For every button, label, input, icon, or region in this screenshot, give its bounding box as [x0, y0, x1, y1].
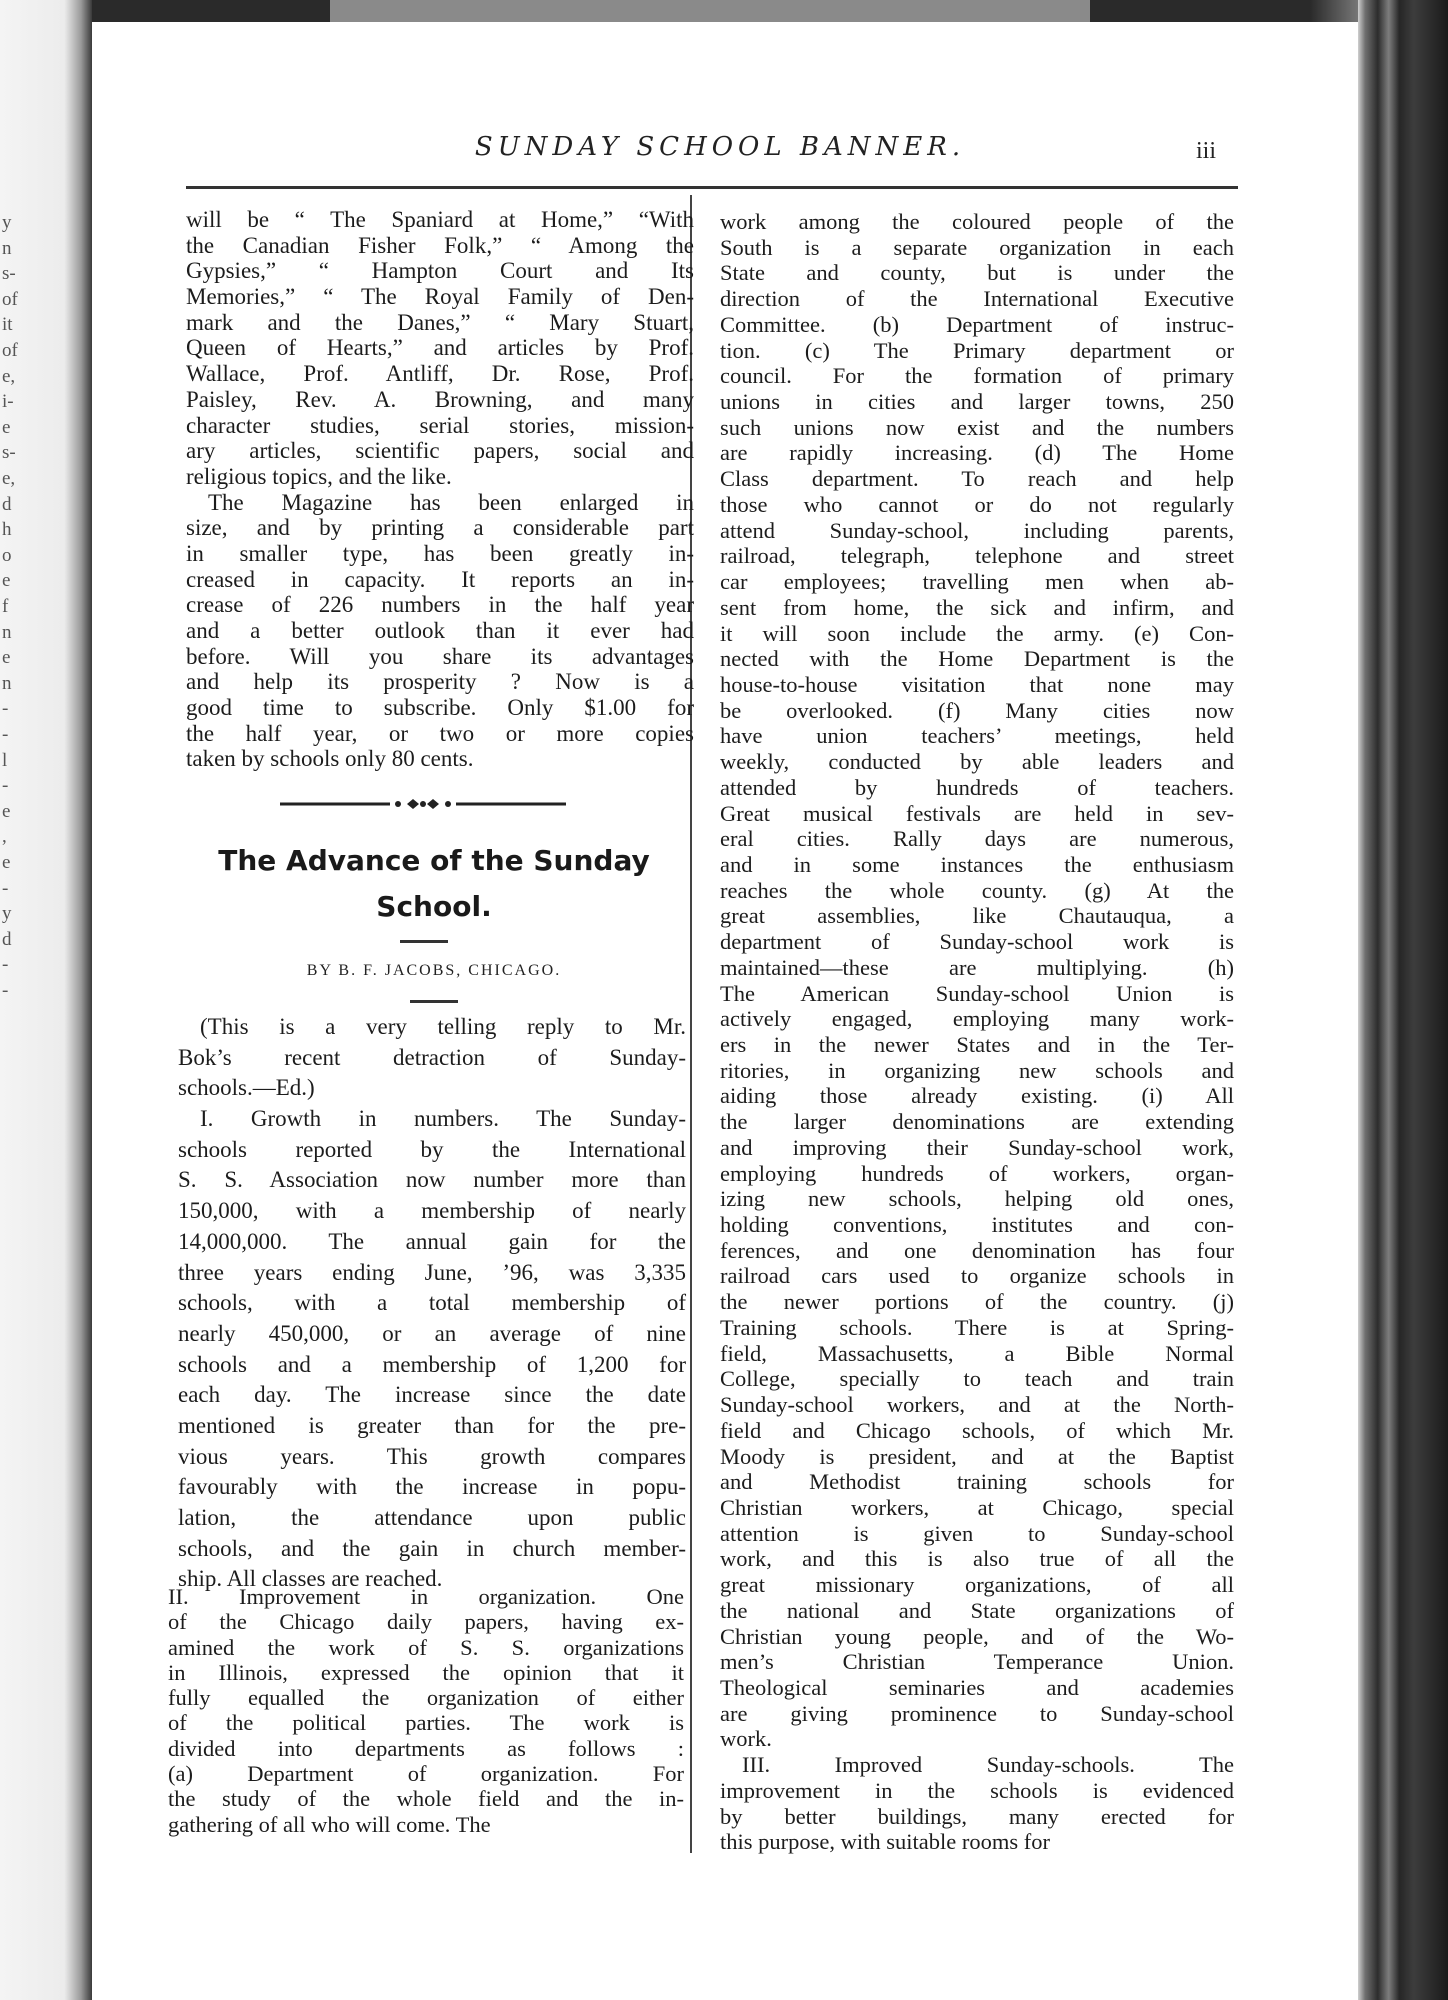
text-line: this purpose, with suitable rooms for [720, 1829, 1050, 1855]
text-line: have union teachers’ meetings, held [720, 723, 1234, 749]
text-line: gathering of all who will come. The [168, 1811, 491, 1837]
text-line: unions in cities and larger towns, 250 [720, 389, 1234, 415]
adjacent-page-fragment: - [2, 954, 9, 976]
text-line: council. For the formation of primary [720, 363, 1234, 389]
text-line: before. Will you share its advantages [186, 643, 694, 669]
text-line: field, Massachusetts, a Bible Normal [720, 1340, 1234, 1366]
column-left-bottom-text [168, 1584, 684, 1837]
adjacent-page-fragment: - [2, 775, 9, 797]
text-line: College, specially to teach and train [720, 1366, 1234, 1392]
text-line: it will soon include the army. (e) Con- [720, 620, 1234, 646]
text-line: great missionary organizations, of all [720, 1572, 1234, 1598]
text-line: crease of 226 numbers in the half year [186, 592, 694, 618]
byline: BY B. F. JACOBS, CHICAGO. [306, 962, 562, 979]
text-line: those who cannot or do not regularly [720, 491, 1234, 517]
adjacent-page-fragment: e [2, 416, 11, 438]
section-title-line: The Advance of the Sunday [218, 844, 650, 877]
text-line: attended by hundreds of teachers. [720, 774, 1234, 800]
adjacent-page-fragment: d [2, 493, 12, 515]
adjacent-page-fragment: , [2, 826, 7, 848]
adjacent-page-edge [0, 0, 92, 2000]
text-line: and Methodist training schools for [720, 1469, 1234, 1495]
text-line: II. Improvement in organization. One [168, 1584, 684, 1609]
adjacent-page-fragment: n [2, 237, 12, 259]
adjacent-page-fragment: - [2, 698, 9, 720]
text-line: The Magazine has been enlarged in [208, 489, 694, 515]
header-rule [186, 186, 1238, 189]
adjacent-page-fragment: e, [2, 468, 16, 489]
text-line: Christian workers, at Chicago, special [720, 1494, 1234, 1520]
text-line: be overlooked. (f) Many cities now [720, 697, 1234, 723]
text-line: Training schools. There is at Spring- [720, 1314, 1234, 1340]
text-line: great assemblies, like Chautauqua, a [720, 903, 1234, 929]
text-line: (This is a very telling reply to Mr. [200, 1014, 686, 1039]
text-line: in smaller type, has been greatly in- [186, 540, 694, 566]
text-line: III. Improved Sunday-schools. The [742, 1752, 1234, 1778]
section-title-line: School. [376, 890, 492, 923]
adjacent-page-fragment: of [2, 288, 18, 310]
text-line: are giving prominence to Sunday-school [720, 1700, 1234, 1726]
text-line: fully equalled the organization of either [168, 1685, 684, 1711]
text-line: Theological seminaries and academies [720, 1674, 1234, 1700]
adjacent-page-fragment: y [2, 903, 12, 925]
text-line: Queen of Hearts,” and articles by Prof. [186, 335, 694, 361]
page-number: iii [1196, 138, 1217, 164]
text-line: divided into departments as follows : [168, 1735, 684, 1761]
text-line: Christian young people, and of the Wo- [720, 1623, 1234, 1649]
text-line: schools, and the gain in church member- [178, 1535, 686, 1561]
text-line: Gypsies,” “ Hampton Court and Its [186, 258, 694, 284]
adjacent-page-fragment: l [2, 749, 8, 771]
adjacent-page-fragment: n [2, 621, 12, 643]
running-head: SUNDAY SCHOOL BANNER. [474, 132, 966, 162]
text-line: South is a separate organization in each [720, 234, 1234, 260]
text-line: vious years. This growth compares [178, 1443, 686, 1469]
text-line: each day. The increase since the date [178, 1382, 686, 1408]
adjacent-page-fragment: e [2, 570, 11, 592]
text-line: eral cities. Rally days are numerous, [720, 826, 1234, 852]
text-line: the newer portions of the country. (j) [720, 1289, 1234, 1315]
adjacent-page-fragment: e [2, 647, 11, 669]
text-line: aiding those already existing. (i) All [720, 1083, 1234, 1109]
text-line: work among the coloured people of the [720, 209, 1234, 234]
adjacent-page-fragment: e, [2, 365, 16, 387]
text-line: lation, the attendance upon public [178, 1505, 686, 1530]
text-line: The American Sunday-school Union is [720, 980, 1234, 1006]
text-line: direction of the International Executive [720, 286, 1234, 312]
text-line: schools.—Ed.) [178, 1075, 315, 1101]
adjacent-page-fragment: o [2, 544, 12, 566]
text-line: and a better outlook than it ever had [186, 618, 694, 643]
text-line: actively engaged, employing many work- [720, 1006, 1234, 1032]
text-line: Great musical festivals are held in sev- [720, 800, 1234, 826]
adjacent-page-fragment: f [2, 596, 9, 617]
book-spine-edge [1358, 0, 1448, 2000]
text-line: and in some instances the enthusiasm [720, 851, 1234, 877]
text-line: 14,000,000. The annual gain for the [178, 1228, 686, 1254]
text-line: car employees; travelling men when ab- [720, 569, 1234, 595]
text-line: reaches the whole county. (g) At the [720, 877, 1234, 903]
adjacent-page-fragment: y [2, 212, 12, 233]
text-line: ferences, and one denomination has four [720, 1237, 1234, 1263]
text-line: nearly 450,000, or an average of nine [178, 1320, 686, 1346]
scan-top-edge-highlight [330, 0, 1090, 22]
text-line: ritories, in organizing new schools and [720, 1057, 1234, 1083]
text-line: house-to-house visitation that none may [720, 671, 1234, 697]
adjacent-page-fragment: i- [2, 391, 14, 413]
text-line: State and county, but is under the [720, 260, 1234, 286]
text-line: tion. (c) The Primary department or [720, 337, 1234, 363]
adjacent-page-fragment: h [2, 519, 12, 541]
text-line: holding conventions, institutes and con- [720, 1212, 1234, 1238]
adjacent-page-fragment: e [2, 852, 11, 873]
text-line: sent from home, the sick and infirm, and [720, 594, 1234, 620]
text-line: creased in capacity. It reports an in- [186, 566, 694, 592]
text-line: Moody is president, and at the Baptist [720, 1443, 1234, 1469]
text-line: men’s Christian Temperance Union. [720, 1649, 1234, 1675]
text-line: of the political parties. The work is [168, 1710, 684, 1736]
text-line: amined the work of S. S. organizations [168, 1634, 684, 1660]
text-line: Memories,” “ The Royal Family of Den- [186, 284, 694, 310]
text-line: 150,000, with a membership of nearly [178, 1198, 686, 1224]
adjacent-page-fragment: - [2, 724, 9, 745]
text-line: izing new schools, helping old ones, [720, 1186, 1234, 1212]
adjacent-page-fragment: d [2, 928, 12, 950]
text-line: I. Growth in numbers. The Sunday- [200, 1106, 686, 1132]
text-line: size, and by printing a considerable part [186, 515, 694, 541]
text-line: three years ending June, ’96, was 3,335 [178, 1259, 686, 1285]
text-line: ary articles, scientific papers, social and [186, 438, 694, 464]
text-line: the Canadian Fisher Folk,” “ Among the [186, 232, 694, 258]
text-line: taken by schools only 80 cents. [186, 746, 474, 772]
text-line: railroad cars used to organize schools in [720, 1263, 1234, 1289]
text-line: the larger denominations are extending [720, 1109, 1234, 1135]
text-line: maintained—these are multiplying. (h) [720, 954, 1234, 980]
adjacent-page-fragment: s- [2, 442, 16, 464]
text-line: such unions now exist and the numbers [720, 414, 1234, 440]
text-line: Wallace, Prof. Antliff, Dr. Rose, Prof. [186, 361, 694, 387]
text-line: attention is given to Sunday-school [720, 1520, 1234, 1546]
text-line: ship. All classes are reached. [178, 1566, 443, 1592]
text-line: employing hundreds of workers, organ- [720, 1160, 1234, 1186]
text-line: weekly, conducted by able leaders and [720, 749, 1234, 775]
text-line: (a) Department of organization. For [168, 1761, 684, 1787]
section-title [194, 838, 674, 930]
text-line: will be “ The Spaniard at Home,” “With [186, 207, 694, 232]
text-line: by better buildings, many erected for [720, 1803, 1234, 1829]
adjacent-page-fragment: of [2, 340, 18, 361]
byline-rule [410, 1000, 458, 1003]
text-line: work. [720, 1726, 772, 1752]
text-line: schools, with a total membership of [178, 1290, 686, 1316]
text-line: Sunday-school workers, and at the North- [720, 1392, 1234, 1418]
text-line: work, and this is also true of all the [720, 1546, 1234, 1572]
text-line: ers in the newer States and in the Ter- [720, 1032, 1234, 1057]
text-line: department of Sunday-school work is [720, 929, 1234, 955]
adjacent-page-fragment: - [2, 877, 9, 899]
text-line: Bok’s recent detraction of Sunday- [178, 1044, 686, 1070]
column-left-top-text [186, 207, 694, 772]
adjacent-page-fragment: s- [2, 263, 16, 285]
text-line: are rapidly increasing. (d) The Home [720, 440, 1234, 466]
text-line: schools reported by the International [178, 1136, 686, 1162]
text-line: schools and a membership of 1,200 for [178, 1351, 686, 1377]
text-line: and help its prosperity ? Now is a [186, 669, 694, 695]
text-line: the study of the whole field and the in- [168, 1786, 684, 1812]
text-line: field and Chicago schools, of which Mr. [720, 1417, 1234, 1443]
text-line: S. S. Association now number more than [178, 1167, 686, 1193]
text-line: character studies, serial stories, mission- [186, 412, 694, 438]
text-line: the national and State organizations of [720, 1597, 1234, 1623]
text-line: mentioned is greater than for the pre- [178, 1412, 686, 1438]
text-line: Committee. (b) Department of instruc- [720, 311, 1234, 337]
text-line: religious topics, and the like. [186, 463, 452, 489]
text-line: in Illinois, expressed the opinion that it [168, 1659, 684, 1685]
title-rule [400, 940, 448, 943]
text-line: of the Chicago daily papers, having ex- [168, 1609, 684, 1635]
text-line: railroad, telegraph, telephone and street [720, 543, 1234, 569]
text-line: nected with the Home Department is the [720, 646, 1234, 672]
text-line: improvement in the schools is evidenced [720, 1777, 1234, 1803]
text-line: and improving their Sunday-school work, [720, 1134, 1234, 1160]
adjacent-page-fragment: e [2, 800, 11, 822]
text-line: the half year, or two or more copies [186, 720, 694, 746]
adjacent-page-fragment: it [2, 314, 13, 336]
text-line: attend Sunday-school, including parents, [720, 517, 1234, 543]
column-left-article-text [178, 1012, 686, 1595]
text-line: favourably with the increase in popu- [178, 1474, 686, 1500]
text-line: mark and the Danes,” “ Mary Stuart, [186, 309, 694, 335]
column-right-text [720, 209, 1234, 1855]
text-line: good time to subscribe. Only $1.00 for [186, 695, 694, 721]
adjacent-page-fragment: - [2, 980, 9, 1001]
adjacent-page-fragment: n [2, 672, 12, 694]
text-line: Class department. To reach and help [720, 466, 1234, 492]
section-ornament [280, 798, 566, 810]
text-line: Paisley, Rev. A. Browning, and many [186, 386, 694, 412]
